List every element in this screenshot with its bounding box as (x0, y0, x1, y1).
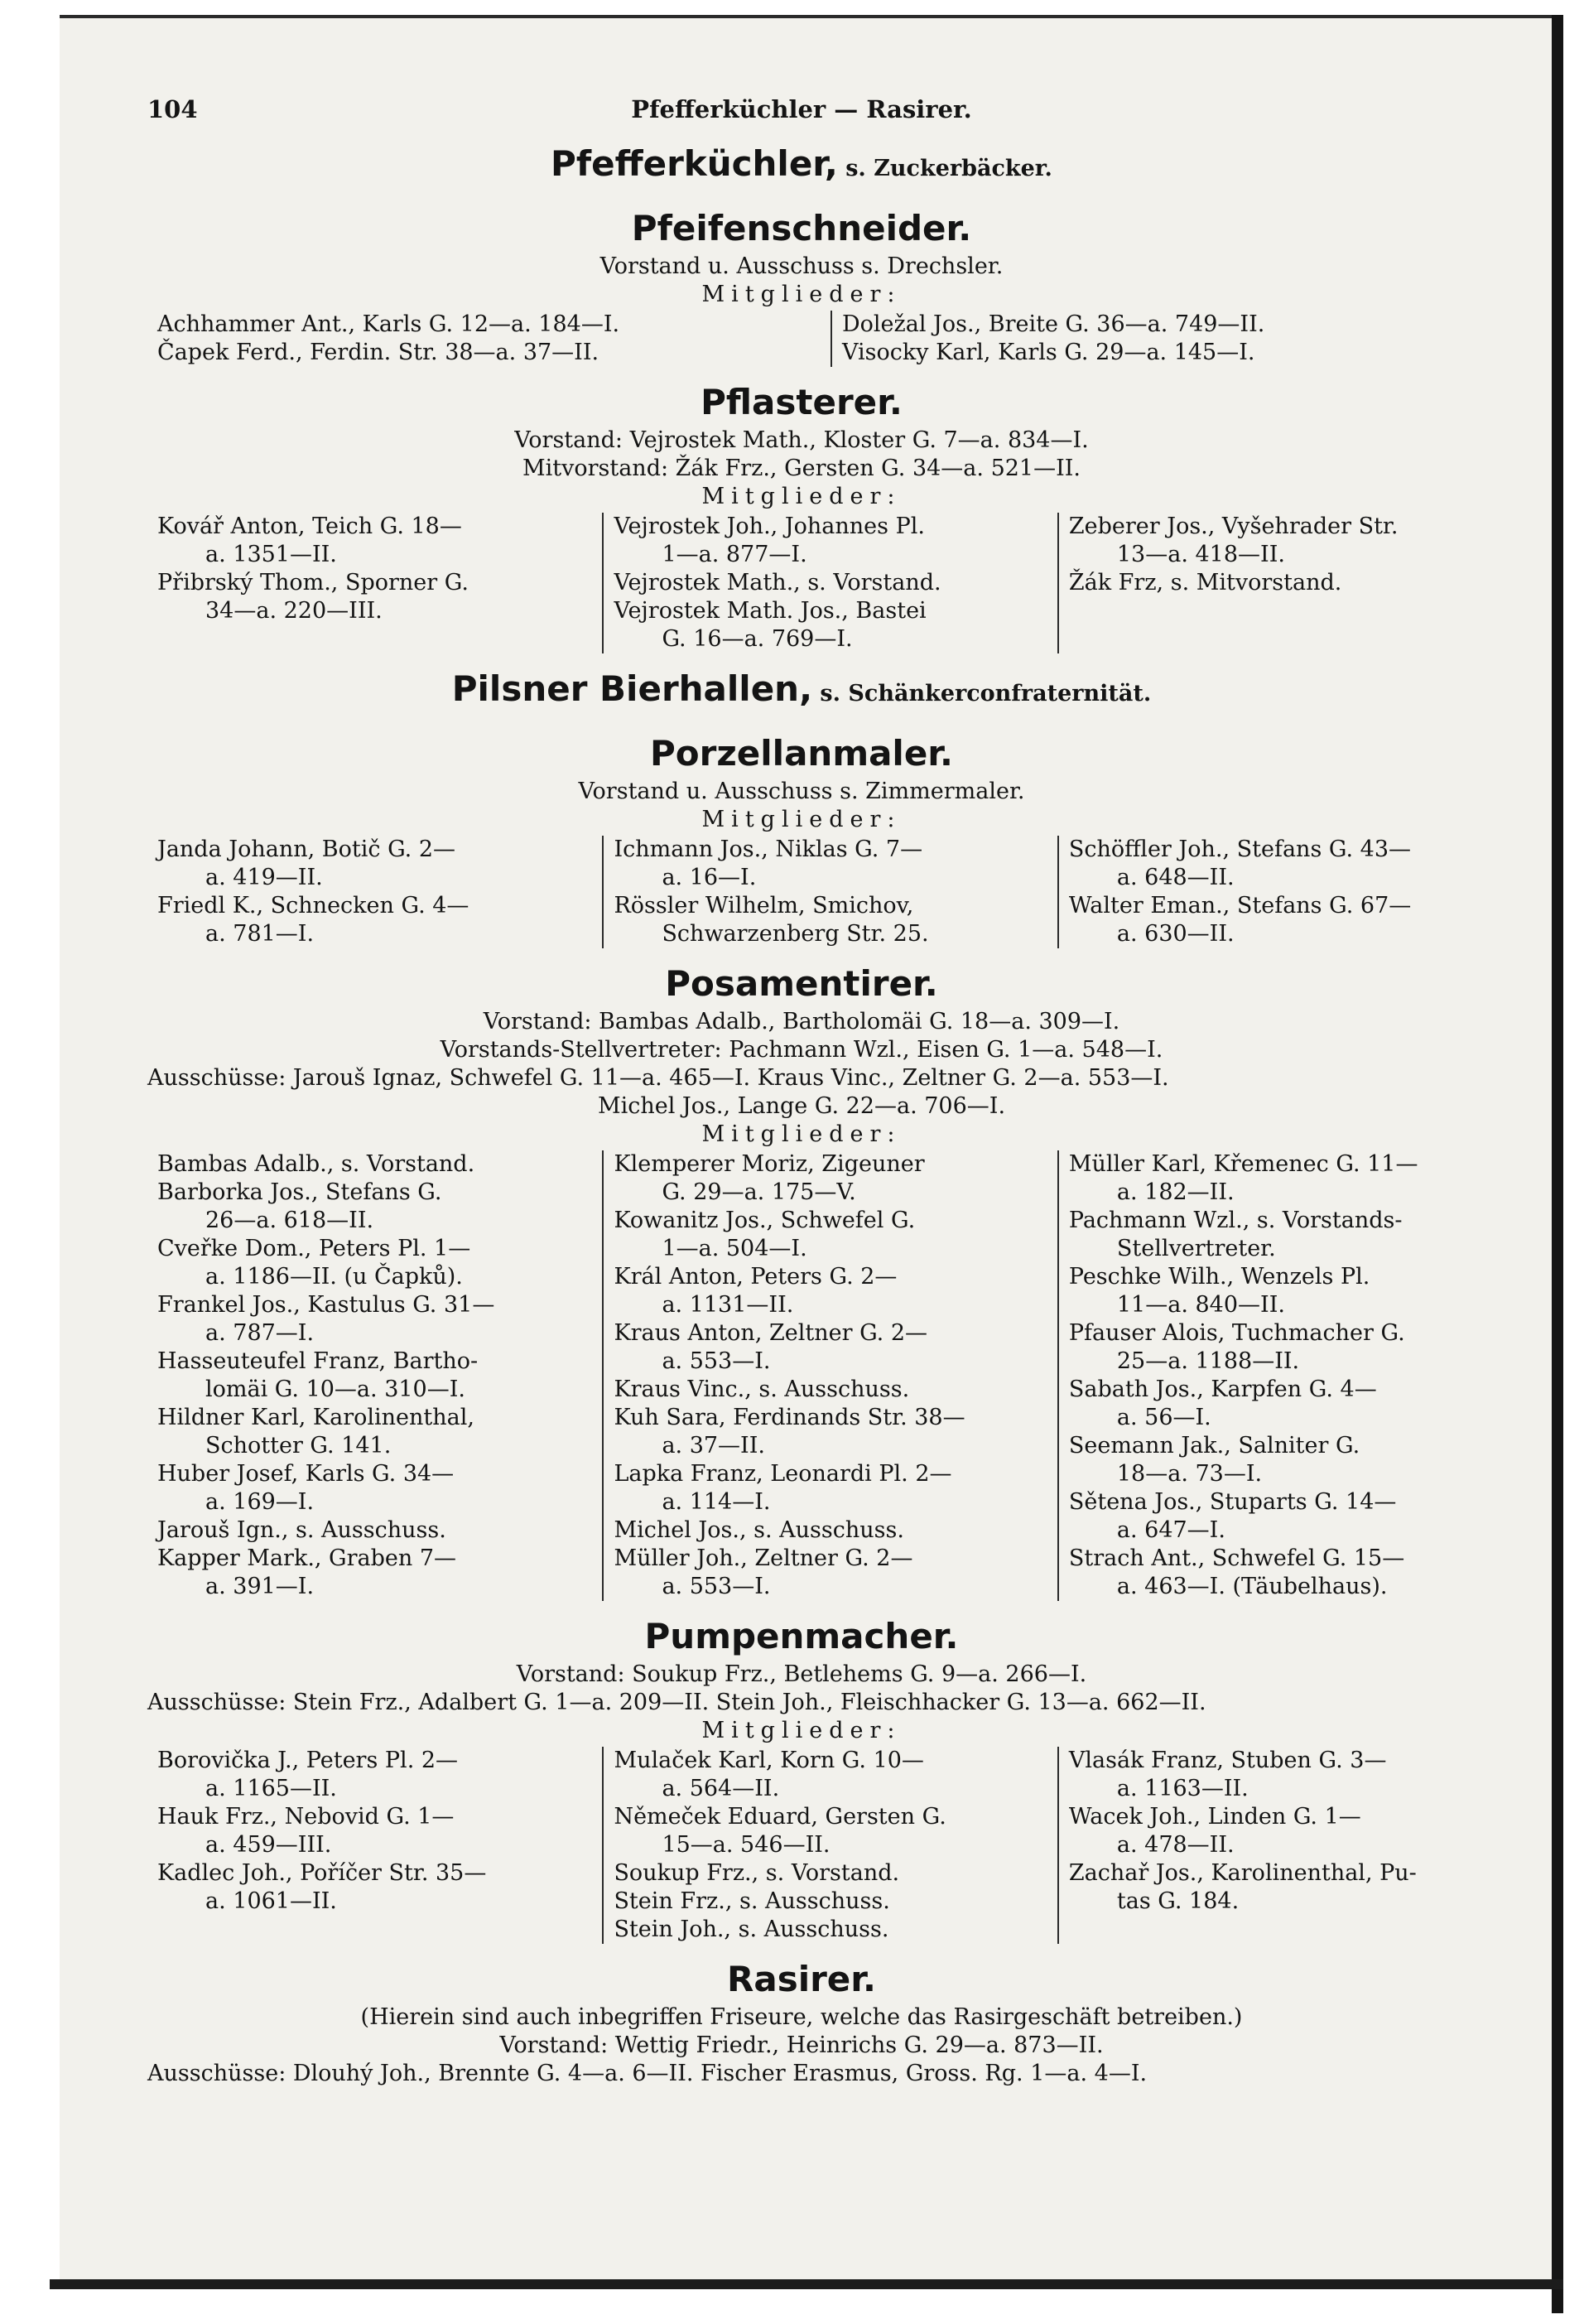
member-line-continued: Schotter G. 141. (205, 1433, 392, 1459)
member-column-1 (147, 1150, 602, 1601)
member-entry (157, 569, 595, 625)
member-line: Hildner Karl, Karolinenthal, (157, 1405, 474, 1430)
member-columns (89, 513, 1514, 653)
section-title-text: Pumpenmacher. (644, 1616, 959, 1656)
section-3 (89, 665, 1514, 718)
member-line: Michel Jos., s. Ausschuss. (614, 1517, 904, 1543)
member-entry (614, 1803, 1050, 1859)
member-column-1 (147, 513, 602, 653)
member-line-continued: 1—a. 504—I. (662, 1236, 807, 1261)
member-line-continued: G. 16—a. 769—I. (662, 626, 853, 652)
member-entry (842, 311, 1507, 339)
directory-sections (89, 140, 1514, 2088)
member-line-continued: a. 1061—II. (205, 1888, 337, 1914)
section-title-text: Pilsner Bierhallen, (451, 668, 813, 709)
member-line-continued: a. 553—I. (662, 1574, 771, 1599)
members-label: Mitglieder: (701, 282, 902, 307)
member-line: Friedl K., Schnecken G. 4— (157, 893, 469, 919)
member-entry (157, 513, 595, 569)
member-column-2 (602, 836, 1057, 948)
member-line-continued: 34—a. 220—III. (205, 598, 383, 624)
section-title-text: Rasirer. (727, 1959, 876, 1999)
member-entry (614, 569, 1050, 597)
member-column-1 (147, 1747, 602, 1944)
section-title (89, 140, 1514, 193)
member-entry (157, 836, 595, 892)
section-info-line: (Hierein sind auch inbegriffen Friseure, welche das Rasirgeschäft betreiben.) (360, 2004, 1243, 2030)
member-line: Rössler Wilhelm, Smichov, (614, 893, 914, 919)
member-line: Sětena Jos., Stuparts G. 14— (1068, 1489, 1397, 1515)
member-line-continued: 1—a. 877—I. (662, 542, 807, 567)
member-entry (157, 1291, 595, 1348)
member-line-continued: a. 630—II. (1116, 921, 1235, 947)
member-line: Müller Karl, Křemenec G. 11— (1068, 1151, 1418, 1177)
section-info-line: Michel Jos., Lange G. 22—a. 706—I. (597, 1093, 1006, 1119)
section-info-line: Vorstand: Bambas Adalb., Bartholomäi G. 18—a. 309—I. (483, 1009, 1120, 1034)
member-entry (1069, 1747, 1505, 1803)
member-line: Janda Johann, Botič G. 2— (157, 837, 456, 862)
section-5 (89, 960, 1514, 1601)
member-entry (614, 1916, 1050, 1944)
member-entry (1069, 1432, 1505, 1488)
member-line: Achhammer Ant., Karls G. 12—a. 184—I. (157, 311, 620, 337)
member-line-continued: 13—a. 418—II. (1116, 542, 1285, 567)
running-title: Pfefferküchler — Rasirer. (631, 95, 972, 123)
member-column-1 (147, 311, 831, 367)
member-line: Walter Eman., Stefans G. 67— (1068, 893, 1412, 919)
member-line-continued: a. 463—I. (Täubelhaus). (1116, 1574, 1388, 1599)
member-line-continued: a. 781—I. (205, 921, 315, 947)
member-column-2 (602, 1150, 1057, 1601)
member-line: Kraus Vinc., s. Ausschuss. (614, 1377, 910, 1402)
member-line-continued: Stellvertreter. (1116, 1236, 1276, 1261)
member-columns (89, 1747, 1514, 1944)
member-line-continued: a. 564—II. (662, 1776, 780, 1801)
member-entry (157, 1235, 595, 1291)
member-line: Hauk Frz., Nebovid G. 1— (157, 1804, 455, 1830)
member-line: Wacek Joh., Linden G. 1— (1068, 1804, 1361, 1830)
member-line: Kovář Anton, Teich G. 18— (157, 513, 462, 539)
member-entry (1069, 1803, 1505, 1859)
section-info-line: Vorstands-Stellvertreter: Pachmann Wzl., Eisen G. 1—a. 548—I. (440, 1037, 1163, 1063)
member-line-continued: a. 787—I. (205, 1320, 315, 1346)
member-line: Bambas Adalb., s. Vorstand. (157, 1151, 475, 1177)
section-info-line: Ausschüsse: Stein Frz., Adalbert G. 1—a. 209—II. Stein Joh., Fleischhacker G. 13—a. 662—II. (147, 1690, 1206, 1715)
section-title (89, 665, 1514, 718)
section-1 (89, 205, 1514, 367)
members-label: Mitglieder: (701, 1121, 902, 1147)
member-line: Barborka Jos., Stefans G. (157, 1179, 442, 1205)
member-entry (1069, 513, 1505, 569)
member-line-continued: a. 114—I. (662, 1489, 771, 1515)
member-line-continued: a. 1163—II. (1116, 1776, 1249, 1801)
member-line-continued: a. 648—II. (1116, 865, 1235, 890)
section-info-line: Ausschüsse: Dlouhý Joh., Brennte G. 4—a. 6—II. Fischer Erasmus, Gross. Rg. 1—a. 4—I. (147, 2061, 1148, 2086)
member-entry (842, 339, 1507, 367)
member-entry (614, 513, 1050, 569)
member-entry (1069, 1263, 1505, 1319)
text-area (89, 79, 1514, 2088)
member-line: Sabath Jos., Karpfen G. 4— (1068, 1377, 1377, 1402)
section-4 (89, 730, 1514, 948)
member-line: Soukup Frz., s. Vorstand. (614, 1860, 900, 1886)
member-line: Huber Josef, Karls G. 34— (157, 1461, 455, 1487)
member-entry (157, 1747, 595, 1803)
members-label: Mitglieder: (701, 1718, 902, 1743)
section-title-text: Posamentirer. (665, 963, 938, 1004)
member-line: Pfauser Alois, Tuchmacher G. (1068, 1320, 1405, 1346)
member-line: Strach Ant., Schwefel G. 15— (1068, 1545, 1405, 1571)
member-entry (1069, 1859, 1505, 1916)
member-line: Němeček Eduard, Gersten G. (614, 1804, 946, 1830)
member-line-continued: a. 169—I. (205, 1489, 315, 1515)
member-line-continued: a. 37—II. (662, 1433, 765, 1459)
member-line-continued: a. 459—III. (205, 1832, 332, 1858)
member-column-2 (831, 311, 1514, 367)
section-info-line: Vorstand: Wettig Friedr., Heinrichs G. 29—a. 873—II. (499, 2032, 1104, 2058)
member-line: Stein Joh., s. Ausschuss. (614, 1917, 889, 1942)
section-title (89, 378, 1514, 427)
member-entry (614, 1376, 1050, 1404)
section-info-line: Vorstand: Vejrostek Math., Kloster G. 7—a. 834—I. (514, 427, 1089, 453)
member-entry (157, 1348, 595, 1404)
member-line-continued: G. 29—a. 175—V. (662, 1179, 856, 1205)
member-line: Žák Frz, s. Mitvorstand. (1068, 570, 1342, 595)
section-crossref: s. Schänkerconfraternität. (812, 681, 1152, 706)
member-entry (614, 1263, 1050, 1319)
member-line-continued: a. 647—I. (1116, 1517, 1225, 1543)
member-line-continued: a. 419—II. (205, 865, 323, 890)
member-line-continued: a. 391—I. (205, 1574, 315, 1599)
member-entry (614, 1859, 1050, 1888)
member-line: Král Anton, Peters G. 2— (614, 1264, 898, 1290)
member-entry (1069, 836, 1505, 892)
member-entry (157, 339, 824, 367)
section-info-line: Mitvorstand: Žák Frz., Gersten G. 34—a. 521—II. (522, 456, 1081, 481)
member-line-continued: 18—a. 73—I. (1116, 1461, 1263, 1487)
section-7 (89, 1955, 1514, 2088)
member-line: Kraus Anton, Zeltner G. 2— (614, 1320, 928, 1346)
member-line: Cveřke Dom., Peters Pl. 1— (157, 1236, 471, 1261)
page-edge-right (1552, 15, 1563, 2313)
member-columns (89, 836, 1514, 948)
member-entry (614, 1207, 1050, 1263)
section-title-text: Pflasterer. (701, 382, 903, 422)
member-entry (157, 1150, 595, 1179)
member-line: Kadlec Joh., Poříčer Str. 35— (157, 1860, 487, 1886)
member-column-2 (602, 1747, 1057, 1944)
member-columns (89, 311, 1514, 367)
member-entry (1069, 569, 1505, 597)
member-line: Přibrský Thom., Sporner G. (157, 570, 469, 595)
member-entry (614, 1150, 1050, 1207)
member-entry (614, 597, 1050, 653)
member-line-continued: 11—a. 840—II. (1116, 1292, 1285, 1318)
member-line-continued: a. 1165—II. (205, 1776, 337, 1801)
member-line: Doležal Jos., Breite G. 36—a. 749—II. (842, 311, 1265, 337)
member-entry (614, 1404, 1050, 1460)
member-line: Schöffler Joh., Stefans G. 43— (1068, 837, 1412, 862)
member-line: Vejrostek Joh., Johannes Pl. (614, 513, 925, 539)
member-entry (157, 1803, 595, 1859)
page-edge-bottom (50, 2279, 1563, 2289)
member-entry (157, 892, 595, 948)
member-line: Kuh Sara, Ferdinands Str. 38— (614, 1405, 965, 1430)
member-line-continued: 25—a. 1188—II. (1116, 1348, 1300, 1374)
member-columns (89, 1150, 1514, 1601)
member-line: Peschke Wilh., Wenzels Pl. (1068, 1264, 1370, 1290)
member-entry (614, 1545, 1050, 1601)
member-line: Hasseuteufel Franz, Bartho- (157, 1348, 479, 1374)
running-head (89, 79, 1514, 128)
member-entry (157, 1545, 595, 1601)
member-line: Vejrostek Math. Jos., Bastei (614, 598, 927, 624)
section-info-line: Vorstand u. Ausschuss s. Drechsler. (599, 253, 1004, 279)
member-entry (157, 1179, 595, 1235)
member-column-3 (1057, 1150, 1512, 1601)
member-entry (614, 1747, 1050, 1803)
member-line: Ichmann Jos., Niklas G. 7— (614, 837, 923, 862)
member-entry (157, 311, 824, 339)
member-entry (1069, 1319, 1505, 1376)
member-entry (614, 1516, 1050, 1545)
member-entry (1069, 1545, 1505, 1601)
member-line: Kowanitz Jos., Schwefel G. (614, 1208, 916, 1233)
member-line: Visocky Karl, Karls G. 29—a. 145—I. (842, 340, 1255, 365)
section-title (89, 1955, 1514, 2003)
member-line-continued: a. 56—I. (1116, 1405, 1211, 1430)
member-line: Zeberer Jos., Vyšehrader Str. (1068, 513, 1399, 539)
member-column-3 (1057, 513, 1512, 653)
member-entry (157, 1460, 595, 1516)
member-column-2 (602, 513, 1057, 653)
member-line: Vlasák Franz, Stuben G. 3— (1068, 1748, 1387, 1773)
section-info-line: Vorstand u. Ausschuss s. Zimmermaler. (578, 779, 1025, 804)
member-line: Frankel Jos., Kastulus G. 31— (157, 1292, 495, 1318)
member-line: Vejrostek Math., s. Vorstand. (614, 570, 941, 595)
member-entry (157, 1859, 595, 1916)
section-crossref: s. Zuckerbäcker. (837, 156, 1052, 181)
member-entry (1069, 1150, 1505, 1207)
member-line: Zachař Jos., Karolinenthal, Pu- (1068, 1860, 1417, 1886)
member-line: Klemperer Moriz, Zigeuner (614, 1151, 925, 1177)
member-line: Lapka Franz, Leonardi Pl. 2— (614, 1461, 952, 1487)
section-info-line: Vorstand: Soukup Frz., Betlehems G. 9—a. 266—I. (516, 1661, 1087, 1687)
member-entry (614, 892, 1050, 948)
member-line: Čapek Ferd., Ferdin. Str. 38—a. 37—II. (157, 340, 599, 365)
member-line: Müller Joh., Zeltner G. 2— (614, 1545, 913, 1571)
member-line-continued: tas G. 184. (1116, 1888, 1240, 1914)
member-line-continued: 26—a. 618—II. (205, 1208, 374, 1233)
section-title (89, 730, 1514, 778)
member-line-continued: a. 182—II. (1116, 1179, 1235, 1205)
member-entry (614, 836, 1050, 892)
members-label: Mitglieder: (701, 484, 902, 509)
member-entry (157, 1404, 595, 1460)
section-6 (89, 1613, 1514, 1944)
section-title (89, 960, 1514, 1008)
member-entry (157, 1516, 595, 1545)
section-info-line: Ausschüsse: Jarouš Ignaz, Schwefel G. 11—a. 465—I. Kraus Vinc., Zeltner G. 2—a. 553—I. (147, 1065, 1169, 1091)
section-0 (89, 140, 1514, 193)
section-title-text: Pfefferküchler, (551, 143, 838, 184)
member-entry (614, 1888, 1050, 1916)
member-line: Pachmann Wzl., s. Vorstands- (1068, 1208, 1403, 1233)
member-line: Stein Frz., s. Ausschuss. (614, 1888, 890, 1914)
member-line: Kapper Mark., Graben 7— (157, 1545, 457, 1571)
section-title (89, 1613, 1514, 1661)
member-entry (614, 1460, 1050, 1516)
section-title (89, 205, 1514, 253)
section-2 (89, 378, 1514, 653)
member-line-continued: a. 16—I. (662, 865, 757, 890)
member-line-continued: a. 1131—II. (662, 1292, 794, 1318)
member-line-continued: lomäi G. 10—a. 310—I. (205, 1377, 465, 1402)
member-line-continued: 15—a. 546—II. (662, 1832, 831, 1858)
member-line-continued: a. 1186—II. (u Čapků). (205, 1264, 463, 1290)
member-entry (614, 1319, 1050, 1376)
page-number: 104 (147, 95, 198, 123)
member-column-1 (147, 836, 602, 948)
section-title-text: Porzellanmaler. (650, 733, 953, 774)
member-line: Seemann Jak., Salniter G. (1068, 1433, 1360, 1459)
member-column-3 (1057, 836, 1512, 948)
section-title-text: Pfeifenschneider. (631, 208, 972, 248)
member-entry (1069, 1207, 1505, 1263)
member-entry (1069, 1376, 1505, 1432)
member-line-continued: a. 478—II. (1116, 1832, 1235, 1858)
member-line-continued: Schwarzenberg Str. 25. (662, 921, 929, 947)
member-entry (1069, 1488, 1505, 1545)
member-column-3 (1057, 1747, 1512, 1944)
member-line-continued: a. 553—I. (662, 1348, 771, 1374)
member-entry (1069, 892, 1505, 948)
member-line: Mulaček Karl, Korn G. 10— (614, 1748, 924, 1773)
members-label: Mitglieder: (701, 807, 902, 832)
member-line-continued: a. 1351—II. (205, 542, 337, 567)
member-line: Jarouš Ign., s. Ausschuss. (157, 1517, 446, 1543)
member-line: Borovička J., Peters Pl. 2— (157, 1748, 459, 1773)
